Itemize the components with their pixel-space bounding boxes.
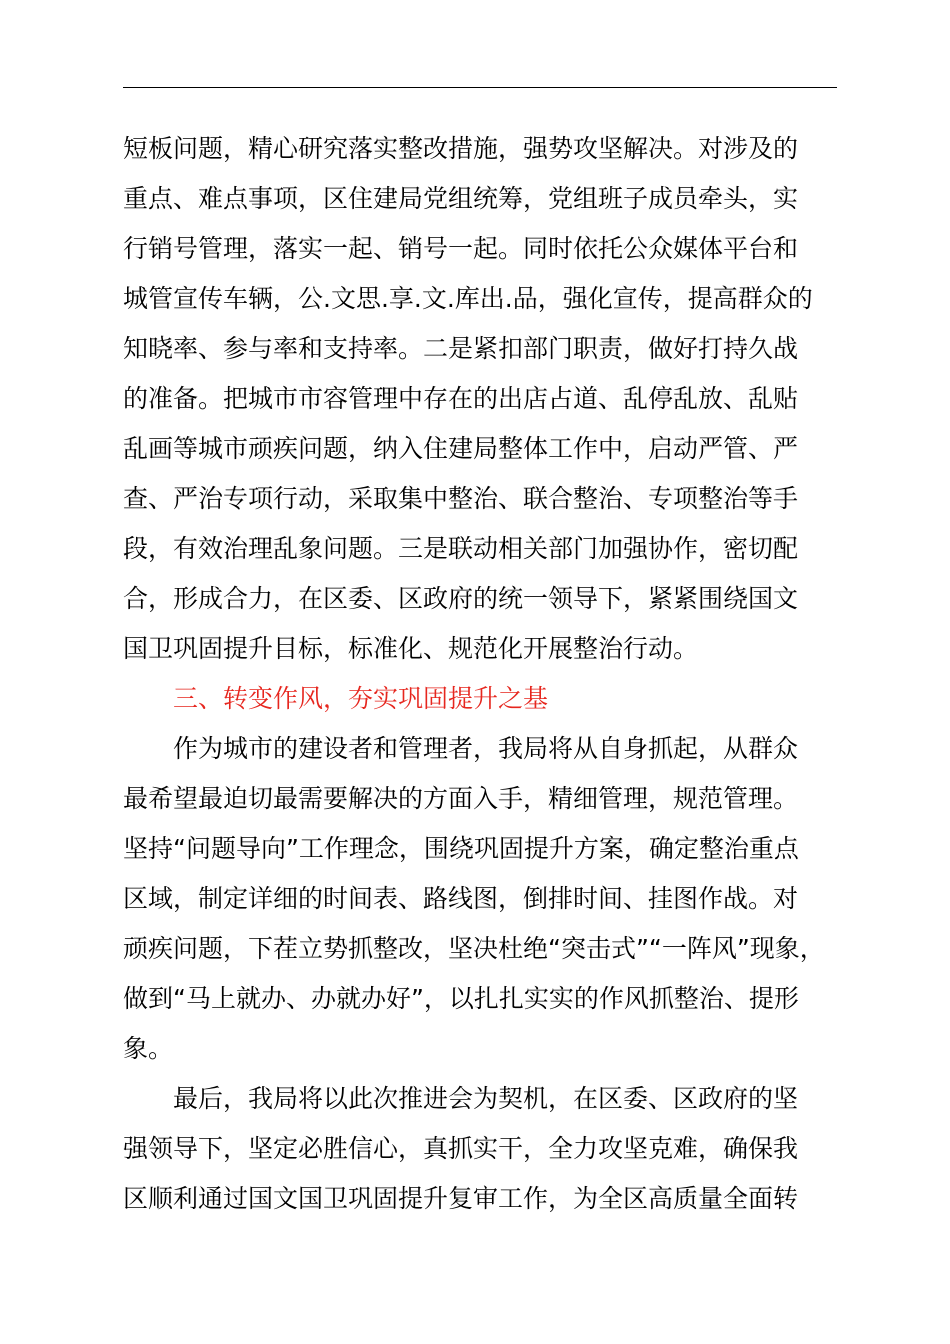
text-line: 知晓率、参与率和支持率。二是紧扣部门职责，做好打持久战 (123, 334, 799, 363)
header-rule (123, 87, 837, 88)
text-line: 象。 (123, 1034, 174, 1063)
text-line: 国卫巩固提升目标，标准化、规范化开展整治行动。 (123, 634, 699, 663)
text-line: 合，形成合力，在区委、区政府的统一领导下，紧紧围绕国文 (123, 584, 799, 613)
text-line: 区顺利通过国文国卫巩固提升复审工作，为全区高质量全面转 (123, 1184, 799, 1213)
text-line: 查、严治专项行动，采取集中整治、联合整治、专项整治等手 (123, 484, 799, 513)
text-line: 坚持“问题导向”工作理念，围绕巩固提升方案，确定整治重点 (123, 834, 799, 863)
text-line: 短板问题，精心研究落实整改措施，强势攻坚解决。对涉及的 (123, 134, 799, 163)
text-line: 做到“马上就办、办就办好”，以扎扎实实的作风抓整治、提形 (123, 984, 799, 1013)
document-body (123, 124, 837, 1224)
text-line: 作为城市的建设者和管理者，我局将从自身抓起，从群众 (173, 734, 799, 763)
text-line: 顽疾问题，下茬立势抓整改，坚决杜绝“突击式”“一阵风”现象， (123, 934, 825, 963)
text-line: 强领导下，坚定必胜信心，真抓实干，全力攻坚克难，确保我 (123, 1134, 799, 1163)
text-line: 行销号管理，落实一起、销号一起。同时依托公众媒体平台和 (123, 234, 799, 263)
text-line: 区域，制定详细的时间表、路线图，倒排时间、挂图作战。对 (123, 884, 799, 913)
text-line: 段，有效治理乱象问题。三是联动相关部门加强协作，密切配 (123, 534, 799, 563)
paragraph-3 (123, 1074, 837, 1224)
section-heading: 三、转变作风，夯实巩固提升之基 (173, 684, 549, 713)
text-line: 最后，我局将以此次推进会为契机，在区委、区政府的坚 (173, 1084, 799, 1113)
text-line: 乱画等城市顽疾问题，纳入住建局整体工作中，启动严管、严 (123, 434, 799, 463)
text-line: 最希望最迫切最需要解决的方面入手，精细管理，规范管理。 (123, 784, 799, 813)
text-line: 城管宣传车辆，公.文思.享.文.库出.品，强化宣传，提高群众的 (123, 284, 813, 313)
paragraph-2 (123, 724, 837, 1074)
text-line: 的准备。把城市市容管理中存在的出店占道、乱停乱放、乱贴 (123, 384, 799, 413)
text-line: 重点、难点事项，区住建局党组统筹，党组班子成员牵头，实 (123, 184, 799, 213)
paragraph-1 (123, 124, 837, 674)
